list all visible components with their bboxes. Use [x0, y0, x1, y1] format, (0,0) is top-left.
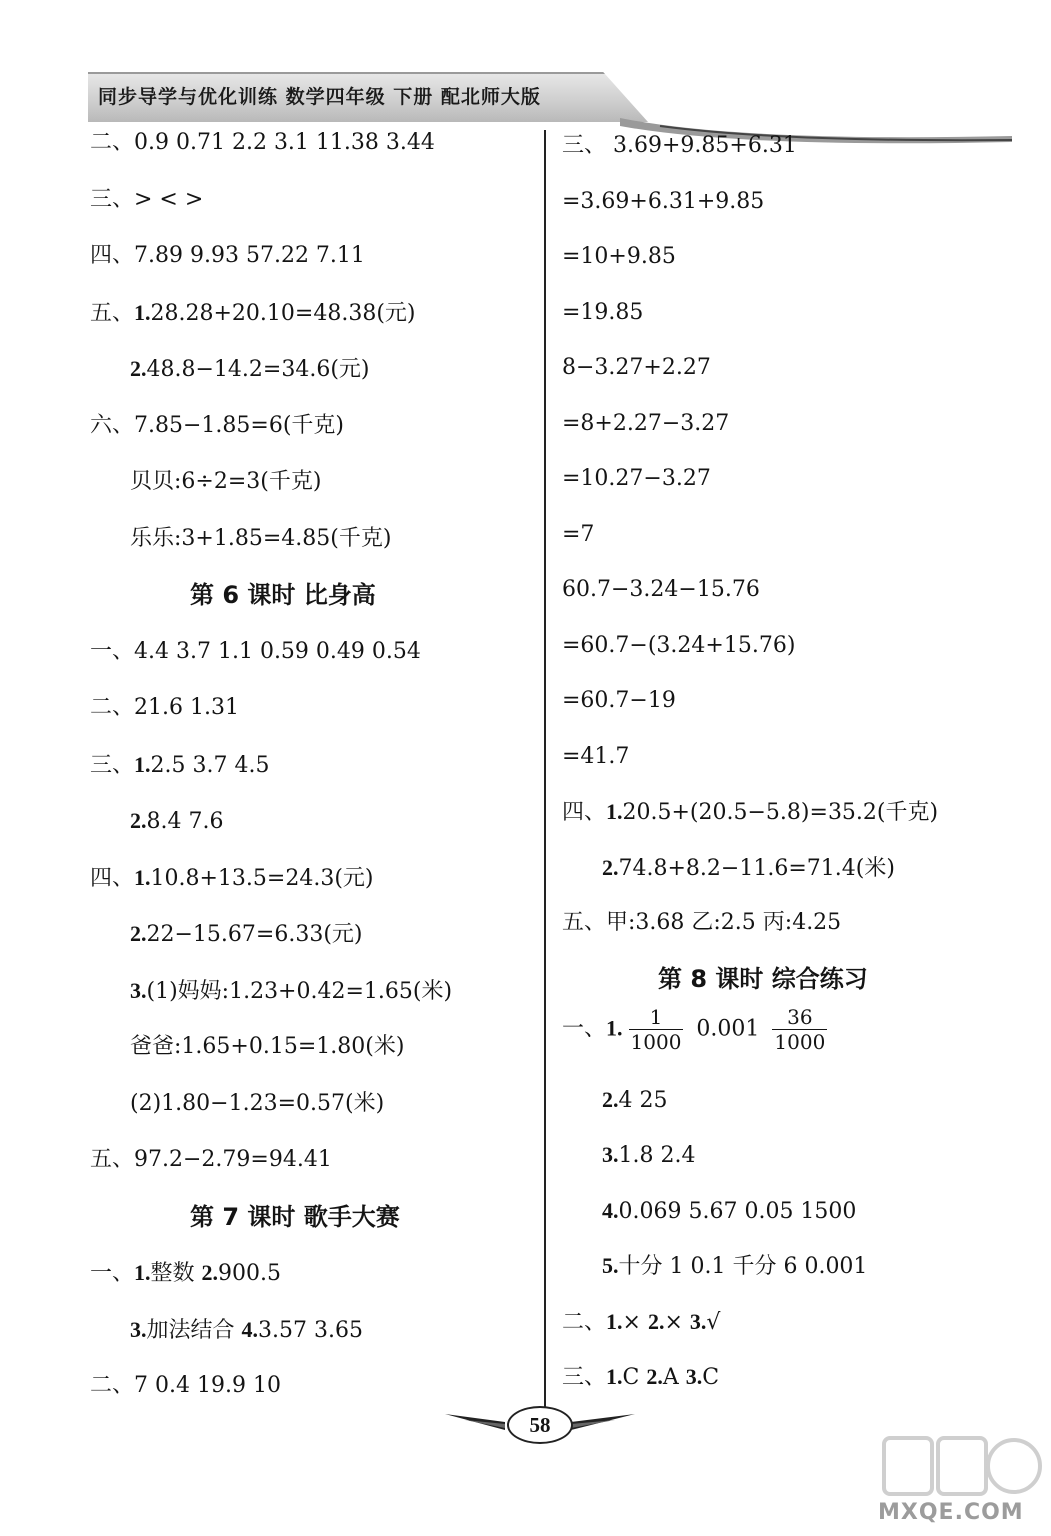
answer-text: √ — [706, 1309, 721, 1335]
item-number: 2. — [130, 921, 147, 946]
answer-text: 整数 — [150, 1261, 202, 1286]
answer-text: 五、甲:3.68 乙:2.5 丙:4.25 — [562, 910, 842, 935]
answer-line — [562, 908, 841, 938]
answer-text: 一、4.4 3.7 1.1 0.59 0.49 0.54 — [90, 638, 421, 664]
answer-text: 22−15.67=6.33(元) — [146, 922, 363, 947]
fraction — [772, 1005, 827, 1054]
item-number: 1. — [606, 1015, 623, 1041]
answer-text: =60.7−19 — [562, 688, 676, 713]
answer-text: C — [702, 1365, 720, 1390]
item-number: 3. — [685, 1364, 703, 1389]
page-number: 58 — [507, 1406, 573, 1444]
answer-text: 60.7−3.24−15.76 — [562, 577, 760, 602]
answer-line — [562, 631, 795, 661]
section-prefix: 三、 — [90, 752, 135, 778]
answer-text: 0.069 5.67 0.05 1500 — [618, 1198, 857, 1224]
answer-line — [90, 241, 365, 271]
answer-line — [90, 750, 269, 781]
answer-line — [90, 693, 239, 723]
answer-line — [602, 1140, 695, 1171]
answer-text: (1)妈妈:1.23+0.42=1.65(米) — [146, 978, 453, 1004]
answer-line — [562, 1307, 720, 1338]
answer-text: =10+9.85 — [562, 244, 676, 269]
answer-line — [130, 467, 321, 497]
item-number: 3. — [689, 1308, 707, 1334]
item-number: 2. — [201, 1260, 219, 1285]
answer-line — [562, 131, 797, 161]
item-number: 2. — [647, 1308, 665, 1334]
answer-text: 0.001 — [689, 1016, 767, 1042]
answer-line — [562, 187, 764, 217]
lesson-heading: 第 6 课时 比身高 — [190, 581, 376, 609]
section-prefix: 一、 — [562, 1016, 607, 1042]
answer-text: 乐乐:3+1.85=4.85(千克) — [130, 525, 392, 551]
section-prefix: 三、 — [562, 1365, 607, 1390]
item-number: 1. — [134, 864, 151, 890]
answer-line — [562, 1362, 719, 1393]
answer-line — [602, 853, 895, 884]
section-prefix: 四、 — [90, 865, 135, 891]
answer-line — [90, 411, 344, 441]
answer-line — [90, 1371, 281, 1401]
answer-line — [562, 1005, 833, 1054]
answer-text: 900.5 — [218, 1261, 281, 1286]
answer-text: × — [622, 1309, 648, 1335]
answer-text: 二、0.9 0.71 2.2 3.1 11.38 3.44 — [90, 130, 435, 155]
item-number: 2. — [602, 854, 619, 880]
answer-text: =19.85 — [562, 299, 644, 325]
fraction-denominator: 1000 — [774, 1030, 826, 1054]
answer-line — [90, 637, 421, 667]
column-divider — [544, 130, 546, 1408]
answer-line — [130, 524, 391, 554]
answer-text: A — [662, 1365, 686, 1390]
item-number: 5. — [602, 1253, 619, 1278]
answer-text: =60.7−(3.24+15.76) — [562, 632, 796, 658]
answer-text: 8−3.27+2.27 — [562, 355, 711, 380]
answer-line — [130, 1315, 363, 1346]
answer-line — [562, 242, 676, 272]
answer-line — [602, 1251, 867, 1282]
item-number: 3. — [602, 1142, 619, 1167]
section-prefix: 二、 — [562, 1309, 607, 1335]
answer-text: 1.8 2.4 — [618, 1143, 696, 1168]
header-title: 同步导学与优化训练 数学四年级 下册 配北师大版 — [98, 86, 541, 108]
answer-line — [130, 806, 223, 837]
section-prefix: 五、 — [90, 300, 135, 326]
answer-line — [90, 863, 374, 894]
item-number: 4. — [241, 1316, 258, 1342]
answer-text: 十分 1 0.1 千分 6 0.001 — [618, 1254, 868, 1279]
item-number: 2. — [646, 1364, 663, 1389]
answer-line — [90, 185, 203, 215]
answer-line — [562, 686, 676, 716]
answer-text: 3.57 3.65 — [258, 1317, 363, 1343]
answer-text: 加法结合 — [146, 1317, 242, 1343]
answer-text: (2)1.80−1.23=0.57(米) — [130, 1090, 385, 1116]
answer-line — [562, 298, 643, 328]
answer-line — [602, 1085, 667, 1116]
answer-text: =3.69+6.31+9.85 — [562, 188, 765, 214]
answer-line — [130, 354, 370, 385]
page-number-ornament — [445, 1400, 635, 1450]
answer-line — [562, 520, 594, 550]
fraction — [629, 1005, 684, 1054]
answer-line — [562, 575, 760, 605]
item-number: 1. — [134, 1260, 151, 1285]
fraction-denominator: 1000 — [630, 1030, 682, 1054]
item-number: 4. — [602, 1197, 619, 1223]
item-number: 2. — [602, 1086, 619, 1112]
answer-line — [562, 797, 938, 828]
answer-text: 爸爸:1.65+0.15=1.80(米) — [130, 1034, 405, 1059]
answer-text: 六、7.85−1.85=6(千克) — [90, 412, 344, 438]
lesson-heading: 第 7 课时 歌手大赛 — [190, 1202, 400, 1231]
section-prefix: 四、 — [562, 800, 607, 825]
answer-line — [90, 1145, 332, 1175]
answer-line — [562, 464, 711, 494]
answer-text: × — [664, 1309, 690, 1335]
answer-line — [130, 976, 452, 1007]
answer-line — [90, 1258, 281, 1289]
fraction-numerator: 36 — [772, 1005, 827, 1030]
answer-text: 20.5+(20.5−5.8)=35.2(千克) — [622, 800, 939, 825]
answer-line — [562, 742, 629, 772]
answer-line — [90, 128, 435, 158]
item-number: 1. — [134, 299, 151, 325]
answer-line — [562, 353, 711, 383]
item-number: 1. — [134, 751, 151, 777]
answer-text: 10.8+13.5=24.3(元) — [150, 865, 374, 891]
item-number: 3. — [130, 977, 147, 1003]
fraction-numerator: 1 — [629, 1005, 684, 1030]
answer-line — [90, 298, 416, 329]
item-number: 2. — [130, 808, 147, 833]
answer-text: 48.8−14.2=34.6(元) — [146, 357, 370, 382]
answer-text: 三、> < > — [90, 186, 204, 212]
item-number: 3. — [130, 1316, 147, 1342]
answer-text: =10.27−3.27 — [562, 466, 711, 491]
answer-text: 二、7 0.4 19.9 10 — [90, 1373, 281, 1398]
answer-text: 8.4 7.6 — [146, 809, 224, 834]
answer-text: 2.5 3.7 4.5 — [150, 752, 270, 778]
item-number: 1. — [606, 1364, 623, 1389]
answer-text: 28.28+20.10=48.38(元) — [150, 300, 416, 326]
answer-line — [130, 1089, 384, 1119]
answer-text: =41.7 — [562, 743, 630, 769]
answer-text: 贝贝:6÷2=3(千克) — [130, 469, 322, 494]
answer-text: 四、7.89 9.93 57.22 7.11 — [90, 243, 365, 268]
item-number: 1. — [606, 1308, 623, 1334]
answer-text: =8+2.27−3.27 — [562, 410, 730, 436]
answer-text: 4 25 — [618, 1087, 668, 1113]
answer-line — [602, 1196, 856, 1227]
lesson-heading: 第 8 课时 综合练习 — [658, 964, 868, 993]
answer-text: 三、 3.69+9.85+6.31 — [562, 133, 797, 158]
answer-text: =7 — [562, 521, 595, 547]
item-number: 2. — [130, 356, 147, 381]
watermark-text: MXQE.COM — [878, 1500, 1024, 1525]
section-prefix: 一、 — [90, 1261, 135, 1286]
answer-text: 二、21.6 1.31 — [90, 695, 239, 720]
answer-text: C — [622, 1365, 647, 1390]
answer-text: 74.8+8.2−11.6=71.4(米) — [618, 855, 895, 881]
answer-line — [130, 1032, 404, 1062]
item-number: 1. — [606, 799, 623, 824]
answer-text: 五、97.2−2.79=94.41 — [90, 1147, 332, 1172]
answer-line — [130, 919, 363, 950]
answer-line — [562, 409, 729, 439]
